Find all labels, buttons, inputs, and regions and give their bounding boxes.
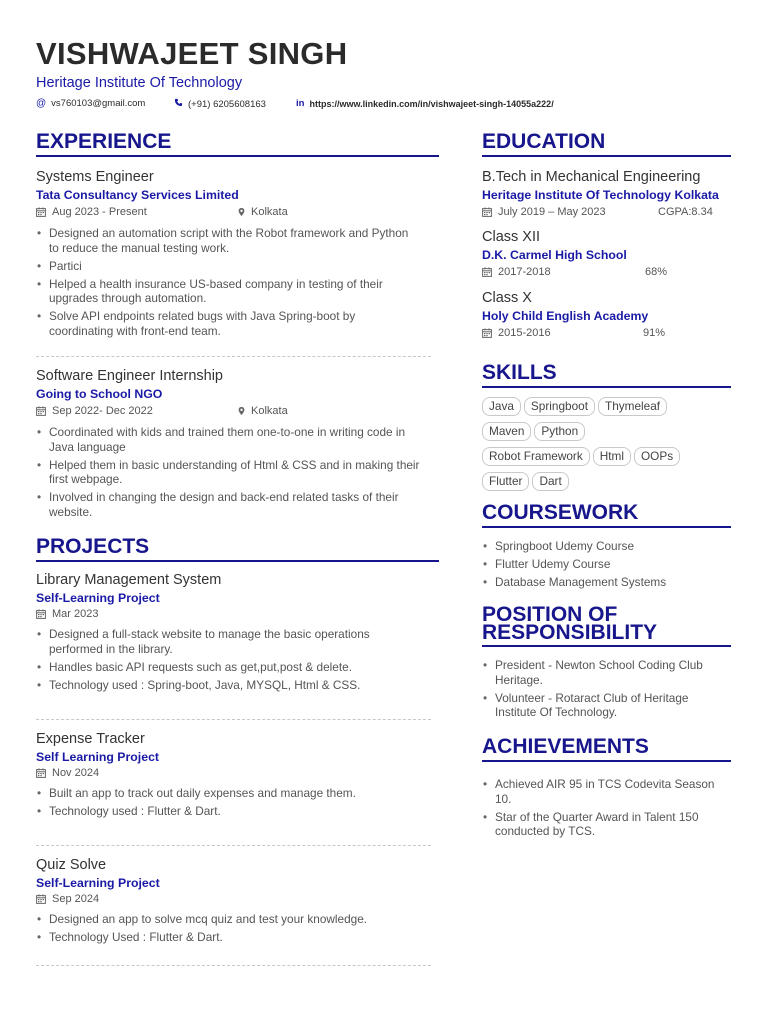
divider [36, 845, 431, 846]
skill-chip: Thymeleaf [598, 397, 667, 416]
achievements-heading: ACHIEVEMENTS [482, 736, 731, 762]
calendar-icon [36, 609, 46, 619]
job-title: Software Engineer Internship [36, 368, 223, 384]
experience-item [36, 169, 439, 342]
skill-chip: Python [534, 422, 585, 441]
phone-contact[interactable] [174, 98, 266, 110]
list-item: • Technology used : Flutter & Dart. [36, 804, 431, 819]
project-bullets [36, 627, 416, 692]
education-score: 68% [645, 266, 668, 278]
job-bullets [36, 425, 431, 519]
education-date: 2017-2018 [498, 266, 551, 278]
school-name: Holy Child English Academy [482, 309, 649, 323]
skill-chip: Maven [482, 422, 531, 441]
project-item [36, 731, 439, 822]
project-title: Library Management System [36, 572, 222, 588]
position-list [482, 658, 731, 723]
list-item: • Helped them in basic understanding of Html & CSS and in making their first webpage. [36, 458, 431, 487]
calendar-icon [36, 406, 46, 416]
education-date: 2015-2016 [498, 327, 551, 339]
project-item [36, 572, 439, 696]
position-heading-line2: RESPONSIBILITY [482, 620, 658, 644]
project-date: Nov 2024 [52, 767, 100, 779]
list-item: • Involved in changing the design and back-end related tasks of their website. [36, 490, 431, 519]
skills-row [482, 422, 732, 447]
map-pin-icon [237, 207, 246, 217]
education-meta [482, 205, 731, 219]
project-meta [36, 767, 439, 779]
skill-chip: Html [593, 447, 631, 466]
skill-chip: OOPs [634, 447, 680, 466]
divider [36, 356, 431, 357]
calendar-icon [36, 768, 46, 778]
skill-chip: Robot Framework [482, 447, 590, 466]
job-meta [36, 205, 439, 219]
job-meta [36, 404, 439, 418]
calendar-icon [36, 207, 46, 217]
degree-title: Class XII [482, 229, 541, 245]
job-location: Kolkata [251, 206, 288, 218]
skill-chip: Flutter [482, 472, 529, 491]
company-name: Going to School NGO [36, 387, 163, 401]
job-location: Kolkata [251, 405, 288, 417]
calendar-icon [482, 207, 492, 217]
project-meta [36, 608, 439, 620]
list-item: • Partici [36, 259, 416, 274]
education-meta [482, 265, 731, 279]
skills-row [482, 472, 732, 497]
school-name: D.K. Carmel High School [482, 248, 627, 262]
school-name: Heritage Institute Of Technology Kolkata [482, 188, 719, 202]
project-bullets [36, 786, 431, 819]
project-bullets [36, 912, 431, 945]
skill-chip: Dart [532, 472, 568, 491]
phone-icon [174, 98, 183, 110]
skill-chip: Springboot [524, 397, 595, 416]
list-item: • Designed a full-stack website to manage the basic operations performed in the library. [36, 627, 416, 656]
list-item: • Coordinated with kids and trained them one-to-one in writing code in Java language [36, 425, 431, 454]
project-meta [36, 893, 439, 905]
degree-title: Class X [482, 290, 532, 306]
job-date: Aug 2023 - Present [52, 206, 147, 218]
job-title: Systems Engineer [36, 169, 154, 185]
project-date: Mar 2023 [52, 608, 99, 620]
linkedin-contact[interactable] [296, 98, 554, 109]
position-heading [482, 603, 731, 647]
degree-title: B.Tech in Mechanical Engineering [482, 169, 701, 185]
skills-row [482, 397, 732, 422]
education-score: 91% [643, 327, 666, 339]
project-org: Self-Learning Project [36, 876, 160, 890]
job-date: Sep 2022- Dec 2022 [52, 405, 153, 417]
list-item: • Springboot Udemy Course [482, 539, 731, 554]
linkedin-text: https://www.linkedin.com/in/vishwajeet-singh-14055a222/ [309, 98, 554, 109]
list-item: • Star of the Quarter Award in Talent 150 conducted by TCS. [482, 810, 731, 839]
education-score: CGPA:8.34 [658, 206, 713, 218]
calendar-icon [36, 894, 46, 904]
education-item [482, 169, 731, 219]
project-org: Self Learning Project [36, 750, 159, 764]
project-item [36, 857, 439, 948]
list-item: • Designed an automation script with the Robot framework and Python to reduce the manual testing work. [36, 226, 416, 255]
email-text: vs760103@gmail.com [51, 98, 146, 109]
list-item: • Volunteer - Rotaract Club of Heritage Institute Of Technology. [482, 691, 731, 720]
project-title: Expense Tracker [36, 731, 145, 747]
skills-list [482, 397, 732, 497]
company-name: Tata Consultancy Services Limited [36, 188, 239, 202]
header-subtitle: Heritage Institute Of Technology [36, 75, 243, 91]
experience-item [36, 368, 439, 523]
education-meta [482, 326, 731, 340]
education-item [482, 290, 731, 340]
list-item: • Achieved AIR 95 in TCS Codevita Season 10. [482, 777, 731, 806]
at-icon: @ [36, 98, 47, 109]
candidate-name: VISHWAJEET SINGH [36, 36, 348, 71]
achievements-list [482, 777, 731, 842]
list-item: • Flutter Udemy Course [482, 557, 731, 572]
divider [36, 719, 431, 720]
education-heading: EDUCATION [482, 131, 731, 157]
education-item [482, 229, 731, 279]
coursework-heading: COURSEWORK [482, 502, 731, 528]
project-date: Sep 2024 [52, 893, 100, 905]
list-item: • Database Management Systems [482, 575, 731, 590]
list-item: • Handles basic API requests such as get,put,post & delete. [36, 660, 416, 675]
linkedin-icon: in [296, 98, 305, 109]
experience-heading: EXPERIENCE [36, 131, 439, 157]
calendar-icon [482, 328, 492, 338]
project-title: Quiz Solve [36, 857, 107, 873]
list-item: • Helped a health insurance US-based company in testing of their upgrades through automation. [36, 277, 416, 306]
calendar-icon [482, 267, 492, 277]
projects-heading: PROJECTS [36, 536, 439, 562]
list-item: • Solve API endpoints related bugs with Java Spring-boot by coordinating with front-end team. [36, 309, 416, 338]
position-heading-line1: POSITION OF [482, 603, 618, 626]
skill-chip: Java [482, 397, 521, 416]
map-pin-icon [237, 406, 246, 416]
skills-heading: SKILLS [482, 362, 731, 388]
list-item: • Designed an app to solve mcq quiz and test your knowledge. [36, 912, 431, 927]
skills-row [482, 447, 732, 472]
education-date: July 2019 – May 2023 [498, 206, 606, 218]
email-contact[interactable] [36, 98, 145, 109]
list-item: • Technology Used : Flutter & Dart. [36, 930, 431, 945]
list-item: • Built an app to track out daily expenses and manage them. [36, 786, 431, 801]
phone-text: (+91) 6205608163 [188, 98, 266, 110]
divider [36, 965, 431, 966]
list-item: • President - Newton School Coding Club Heritage. [482, 658, 731, 687]
coursework-list [482, 539, 731, 593]
list-item: • Technology used : Spring-boot, Java, MYSQL, Html & CSS. [36, 678, 416, 693]
job-bullets [36, 226, 416, 338]
project-org: Self-Learning Project [36, 591, 160, 605]
